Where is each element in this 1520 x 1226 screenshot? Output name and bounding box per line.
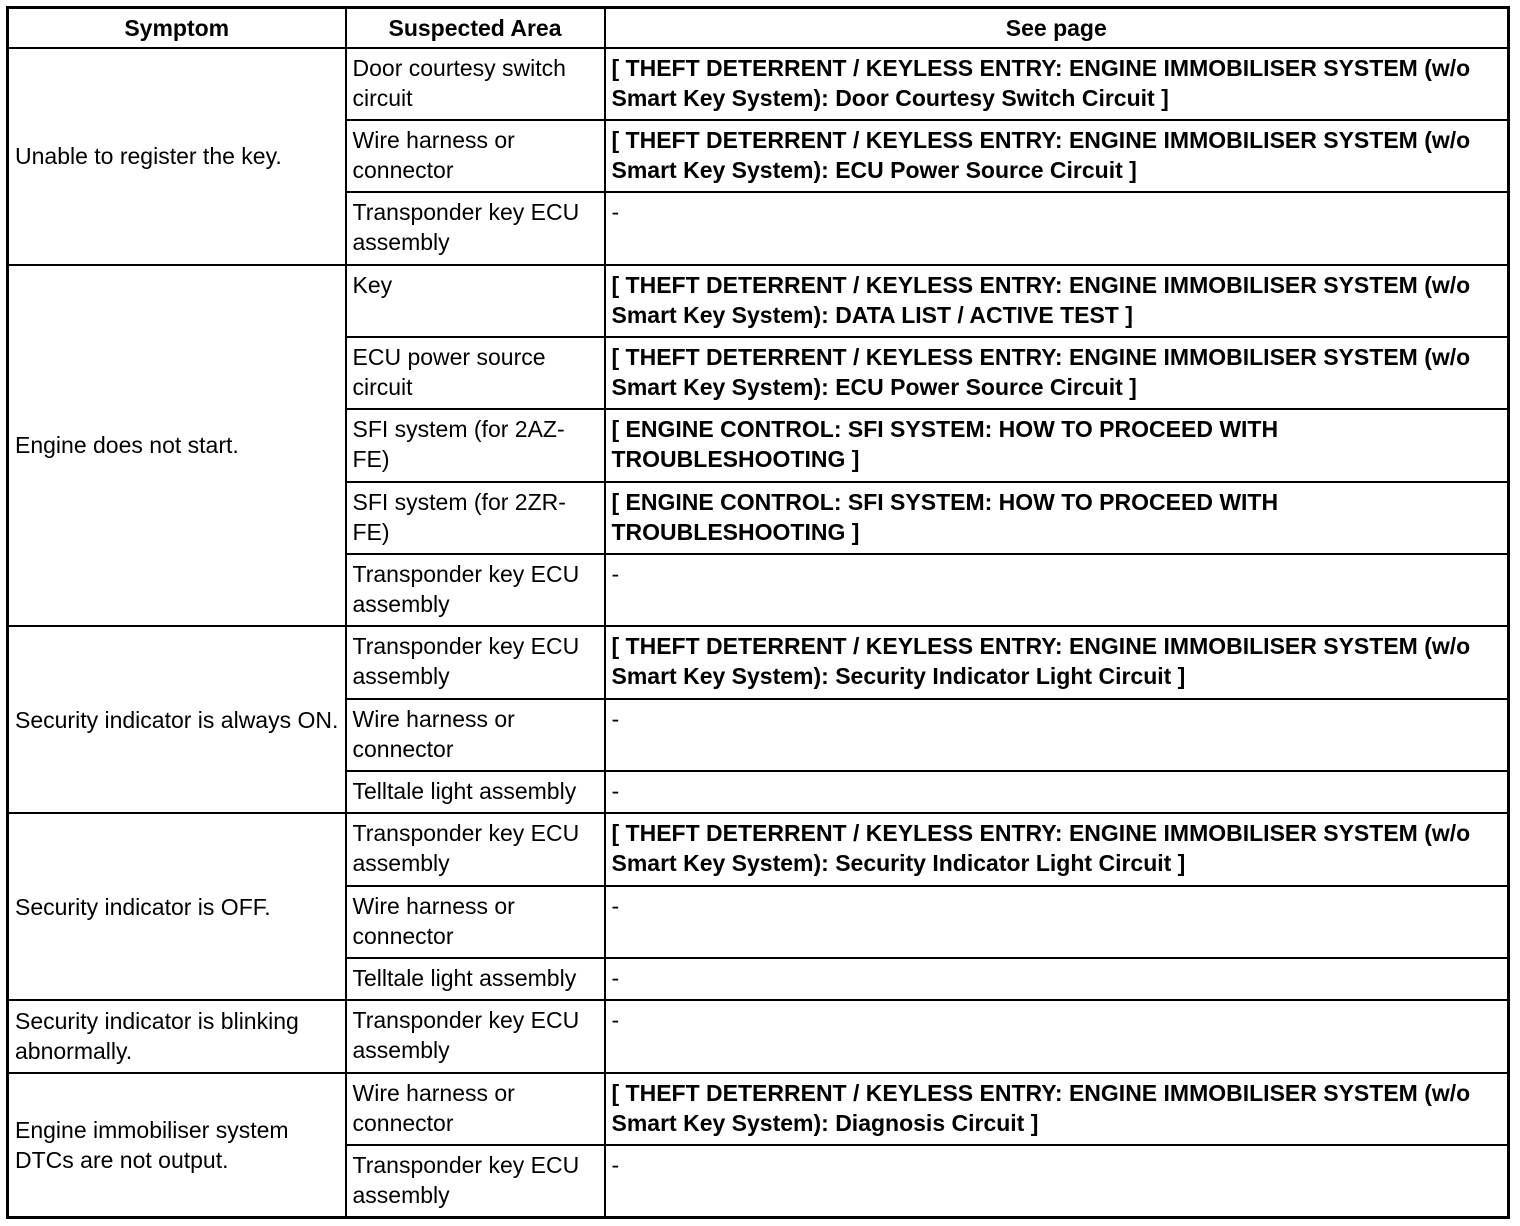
header-see-page: See page bbox=[605, 8, 1509, 48]
suspected-area-cell: Transponder key ECU assembly bbox=[346, 1145, 605, 1218]
suspected-area-cell: Wire harness or connector bbox=[346, 886, 605, 958]
see-page-cell: [ THEFT DETERRENT / KEYLESS ENTRY: ENGINE IMMOBILISER SYSTEM (w/o Smart Key System): DATA LIST / ACTIVE TEST ] bbox=[605, 265, 1509, 337]
suspected-area-cell: Transponder key ECU assembly bbox=[346, 192, 605, 264]
table-row bbox=[8, 1000, 1509, 1072]
suspected-area-cell: Telltale light assembly bbox=[346, 771, 605, 813]
see-page-cell: - bbox=[605, 1145, 1509, 1218]
see-page-cell: [ THEFT DETERRENT / KEYLESS ENTRY: ENGINE IMMOBILISER SYSTEM (w/o Smart Key System): Security Indicator Light Circuit ] bbox=[605, 626, 1509, 698]
symptom-cell: Security indicator is blinking abnormally. bbox=[8, 1000, 346, 1072]
table-row bbox=[8, 1073, 1509, 1145]
see-page-cell: - bbox=[605, 699, 1509, 771]
see-page-cell: [ ENGINE CONTROL: SFI SYSTEM: HOW TO PROCEED WITH TROUBLESHOOTING ] bbox=[605, 482, 1509, 554]
see-page-cell: - bbox=[605, 886, 1509, 958]
table-row bbox=[8, 813, 1509, 885]
see-page-cell: [ ENGINE CONTROL: SFI SYSTEM: HOW TO PROCEED WITH TROUBLESHOOTING ] bbox=[605, 409, 1509, 481]
suspected-area-cell: Wire harness or connector bbox=[346, 1073, 605, 1145]
header-row bbox=[8, 8, 1509, 48]
see-page-cell: - bbox=[605, 554, 1509, 626]
suspected-area-cell: Key bbox=[346, 265, 605, 337]
suspected-area-cell: SFI system (for 2AZ-FE) bbox=[346, 409, 605, 481]
header-symptom: Symptom bbox=[8, 8, 346, 48]
see-page-cell: [ THEFT DETERRENT / KEYLESS ENTRY: ENGINE IMMOBILISER SYSTEM (w/o Smart Key System): Diagnosis Circuit ] bbox=[605, 1073, 1509, 1145]
see-page-cell: [ THEFT DETERRENT / KEYLESS ENTRY: ENGINE IMMOBILISER SYSTEM (w/o Smart Key System): Security Indicator Light Circuit ] bbox=[605, 813, 1509, 885]
see-page-cell: - bbox=[605, 1000, 1509, 1072]
see-page-cell: [ THEFT DETERRENT / KEYLESS ENTRY: ENGINE IMMOBILISER SYSTEM (w/o Smart Key System): ECU Power Source Circuit ] bbox=[605, 337, 1509, 409]
see-page-cell: [ THEFT DETERRENT / KEYLESS ENTRY: ENGINE IMMOBILISER SYSTEM (w/o Smart Key System): ECU Power Source Circuit ] bbox=[605, 120, 1509, 192]
suspected-area-cell: Transponder key ECU assembly bbox=[346, 813, 605, 885]
suspected-area-cell: ECU power source circuit bbox=[346, 337, 605, 409]
header-suspected-area: Suspected Area bbox=[346, 8, 605, 48]
see-page-cell: - bbox=[605, 771, 1509, 813]
see-page-cell: [ THEFT DETERRENT / KEYLESS ENTRY: ENGINE IMMOBILISER SYSTEM (w/o Smart Key System): Door Courtesy Switch Circuit ] bbox=[605, 48, 1509, 120]
symptom-cell: Unable to register the key. bbox=[8, 48, 346, 265]
symptom-cell: Engine immobiliser system DTCs are not output. bbox=[8, 1073, 346, 1218]
suspected-area-cell: Transponder key ECU assembly bbox=[346, 1000, 605, 1072]
table-row bbox=[8, 265, 1509, 337]
symptom-cell: Security indicator is OFF. bbox=[8, 813, 346, 1000]
table-row bbox=[8, 48, 1509, 120]
see-page-cell: - bbox=[605, 192, 1509, 264]
suspected-area-cell: Transponder key ECU assembly bbox=[346, 626, 605, 698]
suspected-area-cell: Wire harness or connector bbox=[346, 120, 605, 192]
see-page-cell: - bbox=[605, 958, 1509, 1000]
symptom-cell: Engine does not start. bbox=[8, 265, 346, 627]
suspected-area-cell: Telltale light assembly bbox=[346, 958, 605, 1000]
table-row bbox=[8, 626, 1509, 698]
symptom-cell: Security indicator is always ON. bbox=[8, 626, 346, 813]
suspected-area-cell: Wire harness or connector bbox=[346, 699, 605, 771]
troubleshooting-table bbox=[6, 6, 1510, 1219]
suspected-area-cell: SFI system (for 2ZR-FE) bbox=[346, 482, 605, 554]
suspected-area-cell: Door courtesy switch circuit bbox=[346, 48, 605, 120]
suspected-area-cell: Transponder key ECU assembly bbox=[346, 554, 605, 626]
